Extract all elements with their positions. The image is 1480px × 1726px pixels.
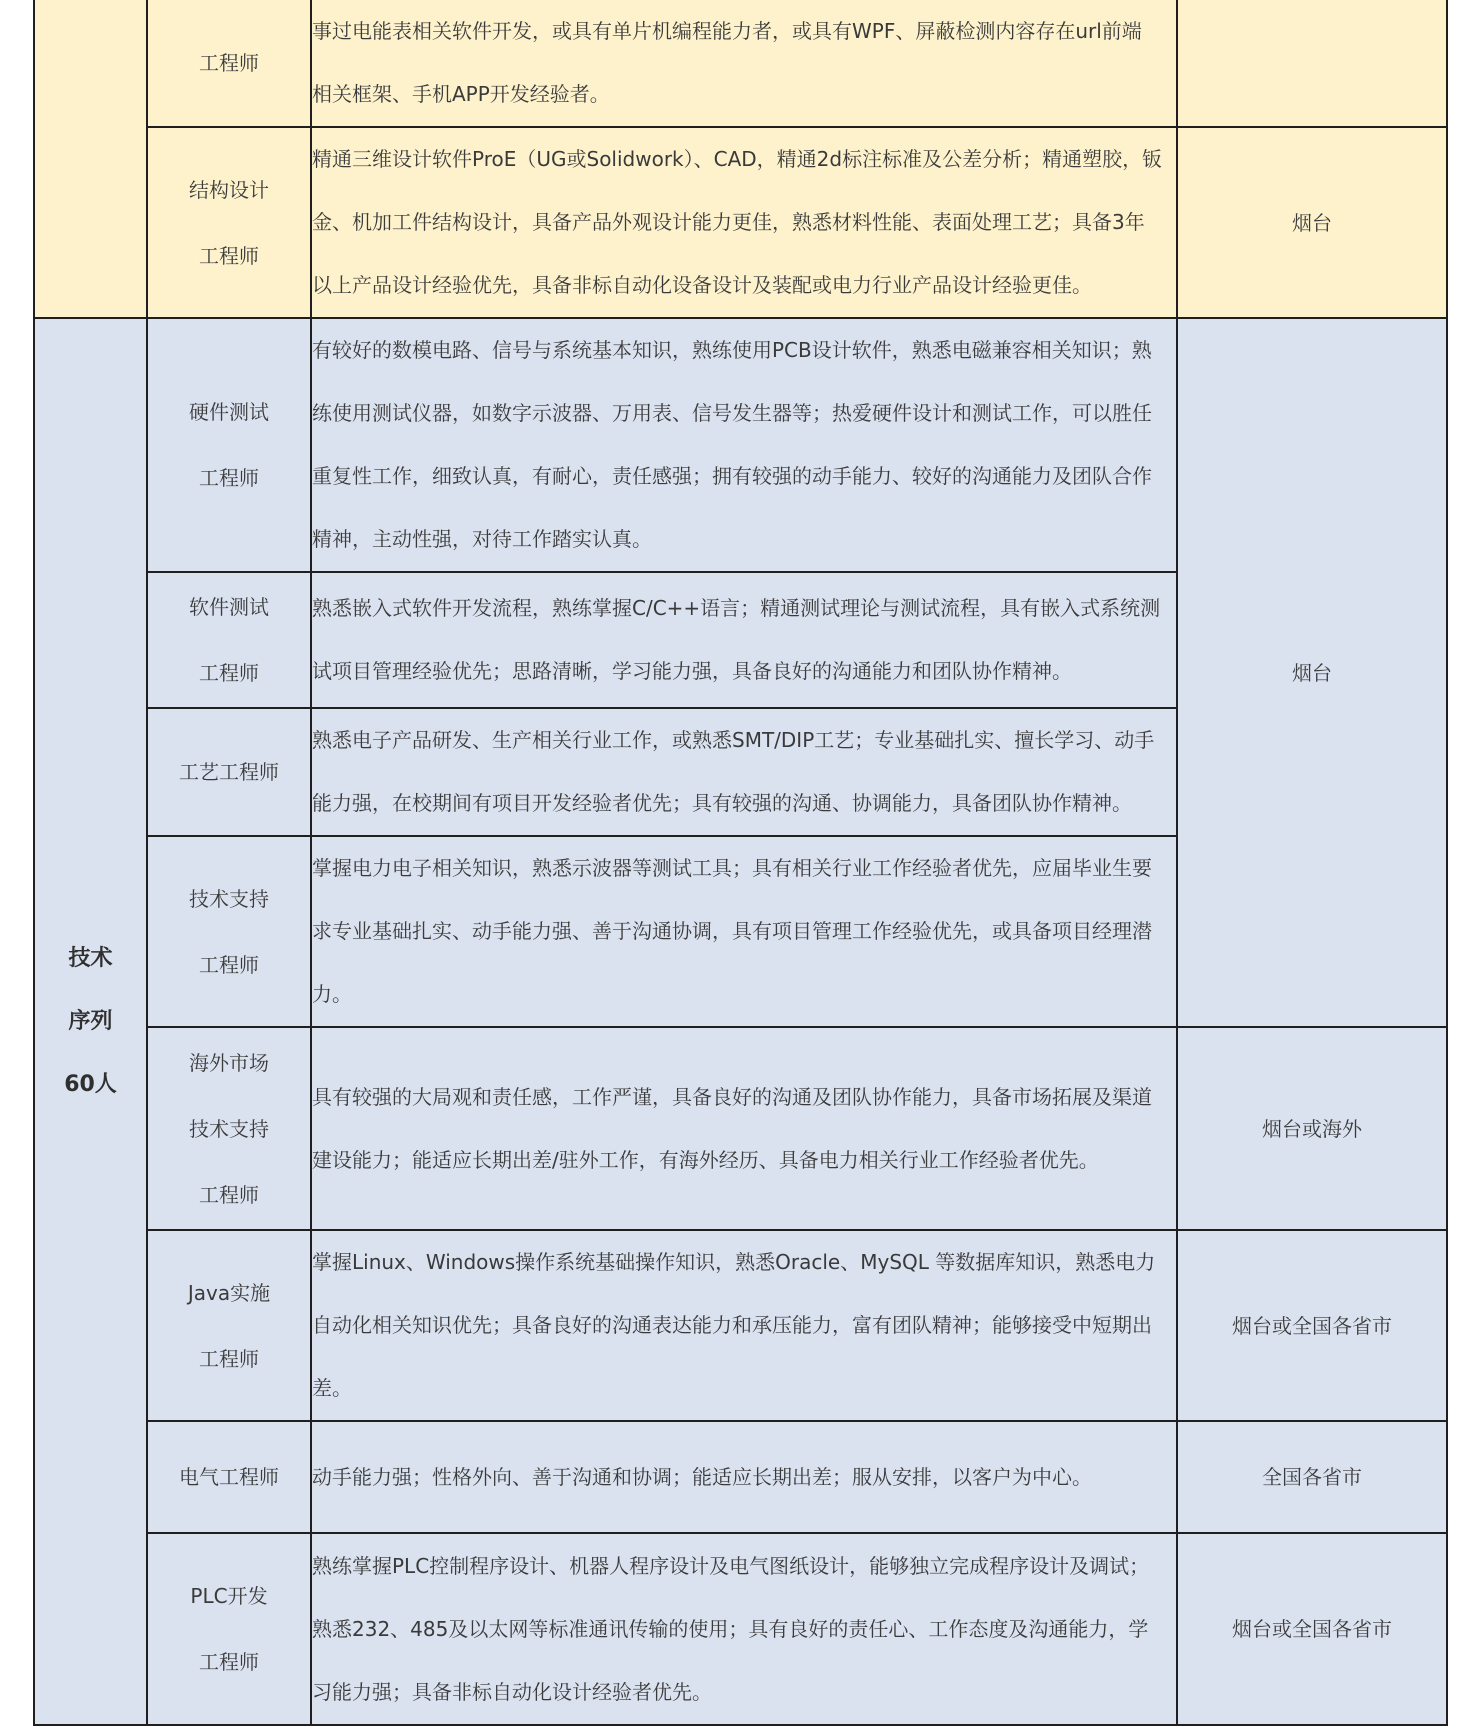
location-cell — [1177, 127, 1447, 318]
requirements-cell — [311, 1421, 1177, 1533]
position-cell — [147, 127, 311, 318]
position-label: 工程师 — [199, 1346, 259, 1371]
position-label: 工程师 — [199, 661, 259, 685]
requirements-cell — [311, 127, 1177, 318]
position-label: 技术支持 — [189, 886, 269, 911]
requirement-line: 建设能力；能适应长期出差/驻外工作，有海外经历、具备电力相关行业工作经验者优先。 — [312, 1147, 1099, 1172]
position-cell — [147, 1533, 311, 1725]
requirements-cell — [311, 1027, 1177, 1230]
location-cell — [1177, 0, 1447, 127]
table-row — [34, 127, 1447, 318]
position-label: 工程师 — [199, 51, 259, 75]
category-label: 60人 — [64, 1072, 117, 1097]
requirement-line: 重复性工作，细致认真，有耐心，责任感强；拥有较强的动手能力、较好的沟通能力及团队合作 — [312, 464, 1152, 488]
requirement-line: 熟练掌握PLC控制程序设计、机器人程序设计及电气图纸设计，能够独立完成程序设计及调试； — [312, 1553, 1150, 1578]
requirement-line: 熟悉232、485及以太网等标准通讯传输的使用；具有良好的责任心、工作态度及沟通能力，学 — [312, 1616, 1149, 1641]
position-label: 工程师 — [199, 243, 259, 268]
position-label: PLC开发 — [190, 1584, 268, 1608]
requirement-line: 差。 — [312, 1376, 352, 1400]
location-cell — [1177, 318, 1447, 1027]
position-label: Java实施 — [187, 1280, 271, 1305]
requirement-line: 练使用测试仪器，如数字示波器、万用表、信号发生器等；热爱硬件设计和测试工作，可以胜任 — [312, 401, 1152, 425]
category-cell-empty — [34, 0, 147, 318]
requirement-line: 熟悉电子产品研发、生产相关行业工作，或熟悉SMT/DIP工艺；专业基础扎实、擅长学习、动手 — [312, 728, 1155, 752]
table-row — [34, 0, 1447, 127]
requirement-line: 掌握电力电子相关知识，熟悉示波器等测试工具；具有相关行业工作经验者优先，应届毕业生要 — [312, 856, 1152, 880]
requirement-line: 精通三维设计软件ProE（UG或Solidwork）、CAD，精通2d标注标准及公差分析；精通塑胶，钣 — [312, 147, 1163, 171]
requirement-line: 事过电能表相关软件开发，或具有单片机编程能力者，或具有WPF、屏蔽检测内容存在url前端 — [312, 19, 1142, 43]
table-row — [34, 1421, 1447, 1533]
position-cell — [147, 708, 311, 836]
position-label: 工程师 — [199, 952, 259, 977]
location-label: 烟台 — [1292, 660, 1332, 685]
requirement-line: 掌握Linux、Windows操作系统基础操作知识，熟悉Oracle、MySQL 等数据库知识，熟悉电力 — [312, 1250, 1156, 1274]
requirement-line: 金、机加工件结构设计，具备产品外观设计能力更佳，熟悉材料性能、表面处理工艺；具备3年 — [312, 210, 1145, 234]
position-label: 结构设计 — [189, 177, 269, 202]
location-cell — [1177, 1533, 1447, 1725]
position-cell — [147, 572, 311, 708]
position-label: 软件测试 — [189, 595, 269, 619]
position-cell — [147, 318, 311, 572]
table-row — [34, 1533, 1447, 1725]
requirement-line: 自动化相关知识优先；具备良好的沟通表达能力和承压能力，富有团队精神；能够接受中短期出 — [312, 1313, 1152, 1337]
table-row — [34, 318, 1447, 572]
requirement-line: 能力强，在校期间有项目开发经验者优先；具有较强的沟通、协调能力，具备团队协作精神。 — [312, 791, 1132, 815]
requirement-line: 精神，主动性强，对待工作踏实认真。 — [312, 527, 652, 551]
requirements-cell — [311, 708, 1177, 836]
requirement-line: 试项目管理经验优先；思路清晰，学习能力强，具备良好的沟通能力和团队协作精神。 — [312, 659, 1072, 683]
requirement-line: 具有较强的大局观和责任感，工作严谨，具备良好的沟通及团队协作能力，具备市场拓展及渠道 — [312, 1084, 1152, 1109]
requirement-line: 相关框架、手机APP开发经验者。 — [312, 82, 610, 106]
position-cell — [147, 0, 311, 127]
position-label: 工程师 — [199, 1182, 259, 1207]
table-row — [34, 1230, 1447, 1421]
position-label: 技术支持 — [189, 1116, 269, 1141]
category-cell — [34, 318, 147, 1725]
requirement-line: 动手能力强；性格外向、善于沟通和协调；能适应长期出差；服从安排，以客户为中心。 — [312, 1464, 1092, 1489]
location-label: 烟台或全国各省市 — [1232, 1313, 1392, 1338]
requirement-line: 以上产品设计经验优先，具备非标自动化设备设计及装配或电力行业产品设计经验更佳。 — [312, 273, 1092, 297]
requirement-line: 求专业基础扎实、动手能力强、善于沟通协调，具有项目管理工作经验优先，或具备项目经理潜 — [312, 919, 1152, 943]
position-cell — [147, 1027, 311, 1230]
location-cell — [1177, 1230, 1447, 1421]
position-label: 工程师 — [199, 1650, 259, 1674]
position-label: 硬件测试 — [189, 400, 269, 424]
requirements-cell — [311, 836, 1177, 1027]
position-label: 工程师 — [199, 466, 259, 490]
position-label: 工艺工程师 — [179, 760, 279, 784]
category-label: 技术 — [68, 946, 113, 971]
requirements-cell — [311, 0, 1177, 127]
location-cell — [1177, 1027, 1447, 1230]
requirements-cell — [311, 1230, 1177, 1421]
requirements-cell — [311, 572, 1177, 708]
location-cell — [1177, 1421, 1447, 1533]
requirements-cell — [311, 318, 1177, 572]
requirements-cell — [311, 1533, 1177, 1725]
position-cell — [147, 1421, 311, 1533]
location-label: 烟台或海外 — [1262, 1116, 1362, 1141]
location-label: 烟台 — [1292, 210, 1332, 235]
position-cell — [147, 836, 311, 1027]
position-label: 电气工程师 — [179, 1465, 279, 1489]
requirement-line: 有较好的数模电路、信号与系统基本知识，熟练使用PCB设计软件，熟悉电磁兼容相关知识；熟 — [312, 338, 1152, 362]
table-row — [34, 1027, 1447, 1230]
location-label: 烟台或全国各省市 — [1232, 1617, 1392, 1641]
location-label: 全国各省市 — [1262, 1465, 1362, 1489]
position-cell — [147, 1230, 311, 1421]
position-label: 海外市场 — [189, 1050, 269, 1075]
requirement-line: 力。 — [312, 982, 352, 1006]
category-label: 序列 — [68, 1009, 113, 1034]
recruitment-table — [33, 0, 1448, 1726]
requirement-line: 熟悉嵌入式软件开发流程，熟练掌握C/C++语言；精通测试理论与测试流程，具有嵌入式系统测 — [312, 596, 1161, 620]
requirement-line: 习能力强；具备非标自动化设计经验者优先。 — [312, 1679, 712, 1704]
